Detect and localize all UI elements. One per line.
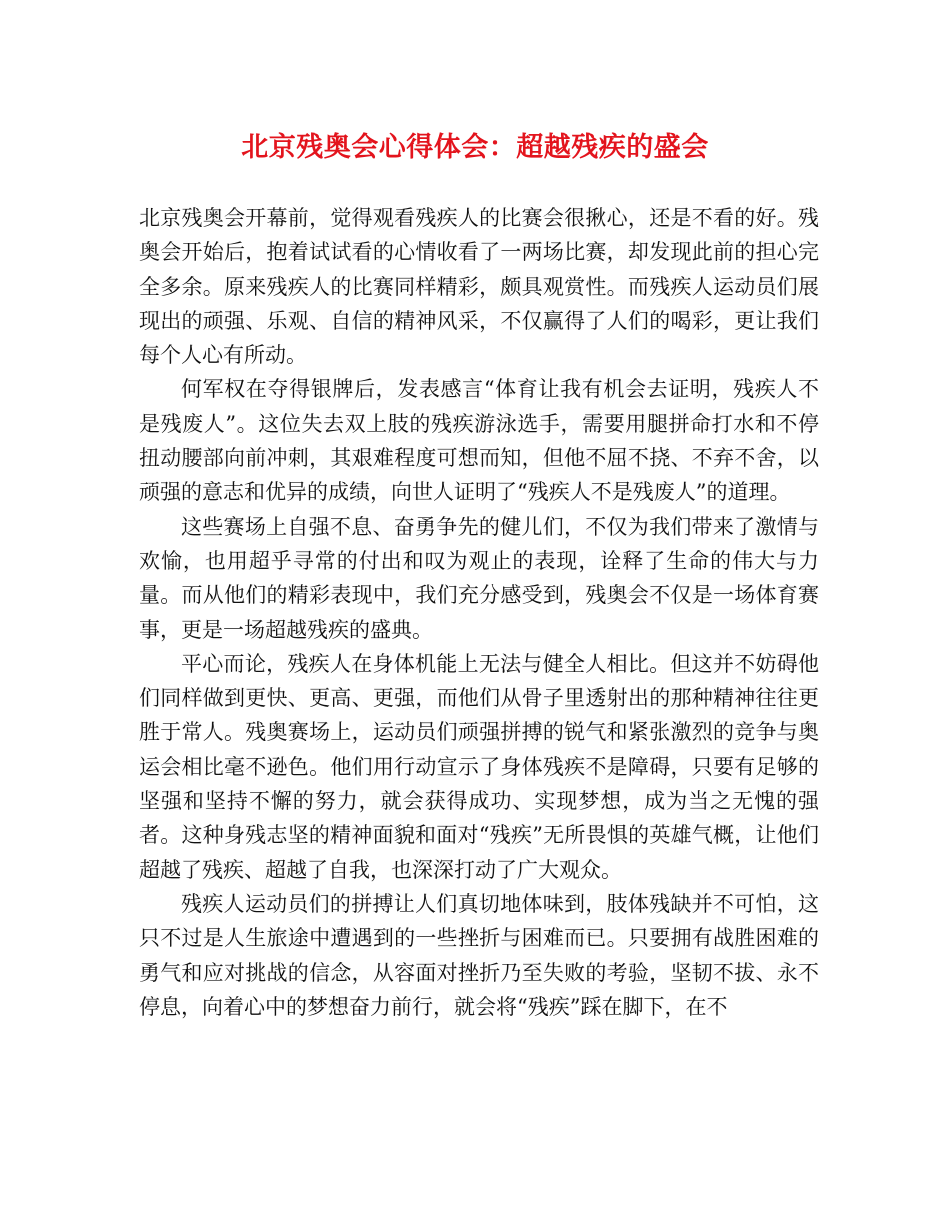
document-body <box>139 201 819 1024</box>
paragraph-2: 何军权在夺得银牌后，发表感言“体育让我有机会去证明，残疾人不是残废人”。这位失去双上肢的残疾游泳选手，需要用腿拼命打水和不停扭动腰部向前冲刺，其艰难程度可想而知，但他不屈不挠、不弃不舍，以顽强的意志和优异的成绩，向世人证明了“残疾人不是残废人”的道理。 <box>139 377 819 505</box>
paragraph-3: 这些赛场上自强不息、奋勇争先的健儿们，不仅为我们带来了激情与欢愉，也用超乎寻常的付出和叹为观止的表现，诠释了生命的伟大与力量。而从他们的精彩表现中，我们充分感受到，残奥会不仅是一场体育赛事，更是一场超越残疾的盛典。 <box>139 514 819 642</box>
paragraph-4: 平心而论，残疾人在身体机能上无法与健全人相比。但这并不妨碍他们同样做到更快、更高、更强，而他们从骨子里透射出的那种精神往往更胜于常人。残奥赛场上，运动员们顽强拼搏的锐气和紧张激烈的竞争与奥运会相比毫不逊色。他们用行动宣示了身体残疾不是障碍，只要有足够的坚强和坚持不懈的努力，就会获得成功、实现梦想，成为当之无愧的强者。这种身残志坚的精神面貌和面对“残疾”无所畏惧的英雄气概，让他们超越了残疾、超越了自我，也深深打动了广大观众。 <box>139 651 819 882</box>
paragraph-1: 北京残奥会开幕前，觉得观看残疾人的比赛会很揪心，还是不看的好。残奥会开始后，抱着试试看的心情收看了一两场比赛，却发现此前的担心完全多余。原来残疾人的比赛同样精彩，颇具观赏性。而残疾人运动员们展现出的顽强、乐观、自信的精神风采，不仅赢得了人们的喝彩，更让我们每个人心有所动。 <box>139 206 819 368</box>
paragraph-5: 残疾人运动员们的拼搏让人们真切地体味到，肢体残缺并不可怕，这只不过是人生旅途中遭遇到的一些挫折与困难而已。只要拥有战胜困难的勇气和应对挑战的信念，从容面对挫折乃至失败的考验，坚韧不拔、永不停息，向着心中的梦想奋力前行，就会将“残疾”踩在脚下，在不 <box>139 891 819 1019</box>
document-title: 北京残奥会心得体会：超越残疾的盛会 <box>241 132 709 163</box>
